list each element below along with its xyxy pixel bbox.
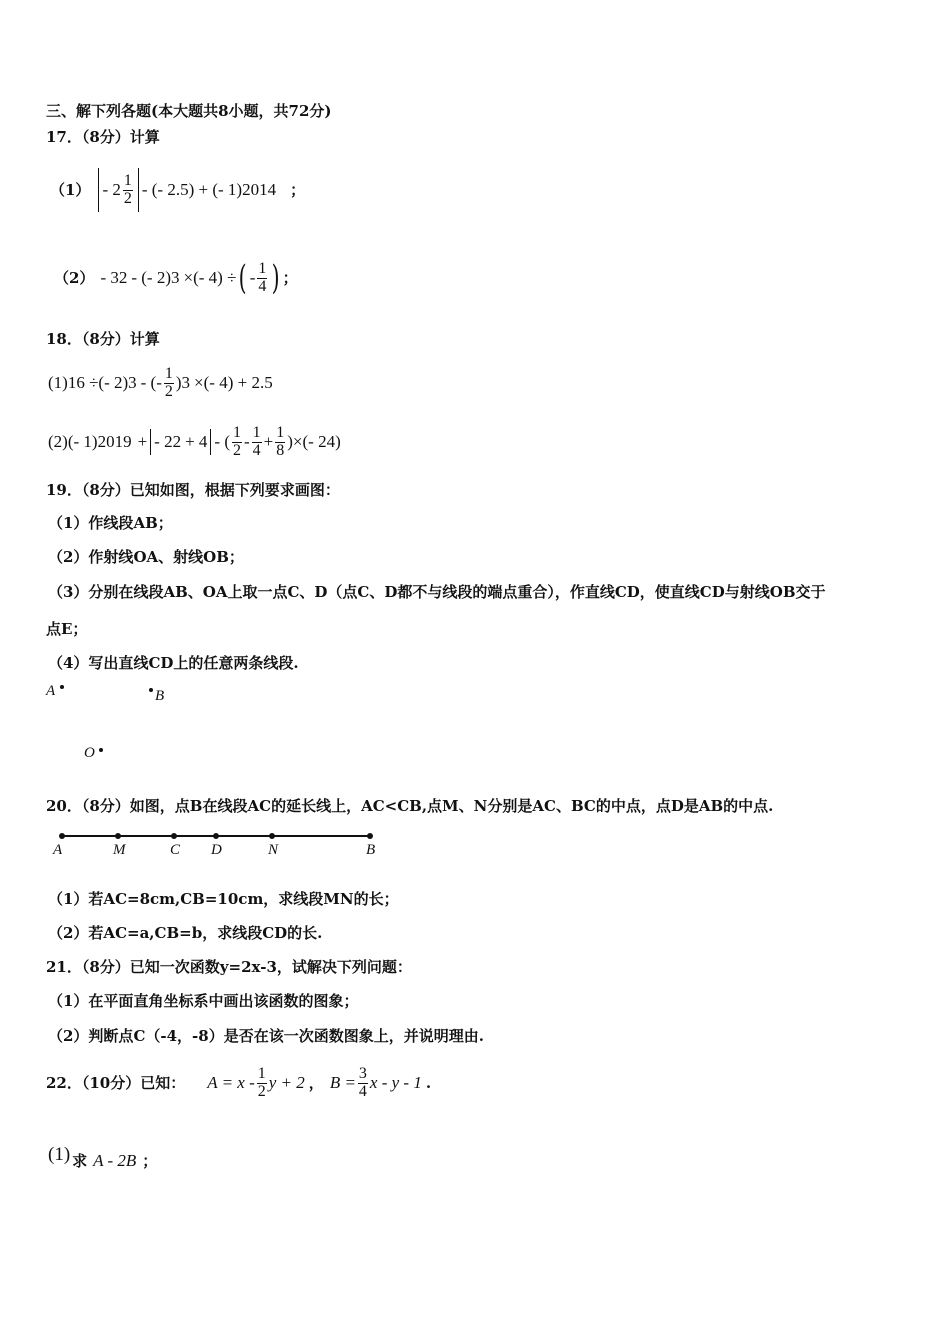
section-title: 三、解下列各题(本大题共8小题，共72分): [46, 102, 332, 120]
q22-part1-label: (1): [48, 1144, 71, 1165]
q20-item-2: （2）若AC=a,CB=b，求线段CD的长.: [48, 924, 323, 942]
point-a-dot: [60, 685, 64, 689]
point-label-o: O: [84, 745, 95, 761]
frac-numerator: 1: [123, 171, 132, 189]
label-b: B: [366, 842, 376, 858]
frac-denominator: 2: [164, 382, 173, 400]
point-n-dot: [269, 833, 275, 839]
abs-bar-right: [210, 429, 211, 455]
q18-p2-c: - 2: [154, 432, 173, 451]
fraction: [358, 1066, 368, 1101]
q22-header: 22．（10分）已知：: [46, 1074, 186, 1092]
point-m-dot: [115, 833, 121, 839]
frac-numerator: 1: [233, 423, 241, 441]
fraction: [252, 425, 262, 460]
fraction: [275, 425, 285, 460]
q17-part1-label: （1）: [50, 181, 91, 199]
fraction: [164, 366, 174, 401]
q22-part1-expr: A - 2B: [93, 1151, 137, 1170]
q19-header: 19．（8分）已知如图，根据下列要求画图：: [46, 481, 340, 499]
label-d: D: [211, 842, 222, 858]
point-b-dot: [367, 833, 373, 839]
q22-part1-end: ；: [142, 1152, 158, 1170]
frac-numerator: 1: [258, 259, 267, 277]
label-a: A: [53, 842, 63, 858]
frac-numerator: 1: [257, 1064, 266, 1082]
fraction: [123, 173, 133, 208]
expr-b-lhs: B =: [329, 1073, 356, 1092]
abs-bar-right: [138, 168, 139, 212]
q17-p1-rest: - (- 2.5) + (- 1): [141, 180, 243, 199]
point-b-dot: [149, 688, 153, 692]
point-label-b: B: [155, 688, 165, 704]
q18-p2-e: - (: [214, 432, 230, 451]
q22-part1-text: 求: [72, 1152, 88, 1170]
q17-p2-end: ；: [282, 269, 298, 287]
label-m: M: [113, 842, 126, 858]
frac-denominator: 4: [358, 1082, 367, 1100]
q17-part2-label: （2）: [54, 269, 95, 287]
q18-p2-b: +: [137, 432, 148, 451]
expr-b-rhs: x - y - 1: [369, 1073, 422, 1092]
q18-part1: (1)16 ÷(- 2) 3 - (- $\frac{1}{2}$ ) 3 ×(- 4) + 2.5: [48, 364, 273, 400]
frac-denominator: 4: [258, 277, 267, 295]
q19-item-3-cont: 点E；: [46, 620, 88, 638]
frac-denominator: 4: [252, 441, 261, 459]
q19-item-1: （1）作线段AB；: [48, 514, 173, 532]
q17-p2-term1: - 3: [100, 268, 119, 287]
q18-p2-a: (2)(- 1): [48, 432, 98, 451]
q18-p2-d: + 4: [185, 432, 208, 451]
fraction: [257, 261, 267, 296]
q18-p1-a: (1)16 ÷(- 2): [48, 373, 129, 392]
expr-a-lhs: A = x -: [207, 1073, 255, 1092]
q17-part2: （2） - 3 2 - (- 2) 3 ×(- 4) ÷ ( - $\frac{1}{4}$ ) ；: [54, 258, 298, 298]
q17-p2-term2: - (- 2): [131, 268, 172, 287]
q18-p2-h: )×(- 24): [287, 432, 341, 451]
frac-numerator: 1: [164, 364, 173, 382]
q18-p1-c: ): [175, 373, 182, 392]
q21-header: 21．（8分）已知一次函数y=2x-3，试解决下列问题：: [46, 958, 412, 976]
point-a-dot: [59, 833, 65, 839]
q19-item-4: （4）写出直线CD上的任意两条线段.: [48, 654, 299, 672]
q19-item-2: （2）作射线OA、射线OB；: [48, 548, 244, 566]
frac-denominator: 8: [276, 441, 285, 459]
q20-header: 20．（8分）如图，点B在线段AC的延长线上，AC<CB,点M、N分别是AC、BC的中点，点D是AB的中点.: [46, 797, 774, 815]
paren-right: ): [272, 258, 280, 298]
frac-numerator: 1: [276, 423, 285, 441]
abs-bar-left: [150, 429, 151, 455]
abs-bar-left: [98, 168, 99, 212]
frac-denominator: 2: [123, 189, 132, 207]
q22-line: [46, 1060, 431, 1106]
q17-header: 17．（8分）计算: [46, 128, 160, 146]
frac-denominator: 2: [257, 1082, 266, 1100]
q18-part2: (2)(- 1) 2019 + - 2 2 + 4 - ( $\frac{1}{2}$ - $\frac{1}{4}$ + $\frac{1}{8}$ )×(- 24): [48, 423, 341, 459]
expr-a-rhs: y + 2: [268, 1073, 305, 1092]
q22-comma: ，: [308, 1074, 324, 1092]
q19-item-3: （3）分别在线段AB、OA上取一点C、D（点C、D都不与线段的端点重合），作直线CD，使直线CD与射线OB交于: [48, 583, 826, 601]
fraction: [232, 425, 242, 460]
point-d-dot: [213, 833, 219, 839]
q17-part1: （1） - 2 $\frac{1}{2}$ - (- 2.5) + (- 1) 2014 ；: [50, 167, 305, 213]
q22-period: .: [425, 1074, 432, 1092]
point-label-a: A: [46, 683, 56, 699]
paren-left: (: [239, 258, 248, 298]
frac-numerator: 1: [252, 423, 261, 441]
label-n: N: [268, 842, 279, 858]
point-o-dot: [99, 748, 103, 752]
q18-p2-g: +: [263, 432, 274, 451]
q18-p1-b: - (-: [140, 373, 162, 392]
q17-p1-end: ；: [290, 181, 306, 199]
q18-p1-d: ×(- 4) + 2.5: [194, 373, 273, 392]
frac-denominator: 2: [233, 441, 241, 459]
fraction: [257, 1066, 267, 1101]
q22-part1: [48, 1143, 157, 1179]
q18-p2-f: -: [244, 432, 250, 451]
q21-item-2: （2）判断点C（-4，-8）是否在该一次函数图象上，并说明理由.: [48, 1027, 484, 1045]
q17-p1-neg2: - 2: [102, 180, 121, 199]
q17-p2-term3: ×(- 4) ÷: [183, 268, 237, 287]
point-c-dot: [171, 833, 177, 839]
label-c: C: [170, 842, 181, 858]
q18-header: 18．（8分）计算: [46, 330, 160, 348]
q17-p2-neg: -: [249, 268, 256, 287]
frac-numerator: 3: [358, 1064, 367, 1082]
q20-item-1: （1）若AC=8cm,CB=10cm，求线段MN的长；: [48, 890, 399, 908]
q21-item-1: （1）在平面直角坐标系中画出该函数的图象；: [48, 992, 359, 1010]
